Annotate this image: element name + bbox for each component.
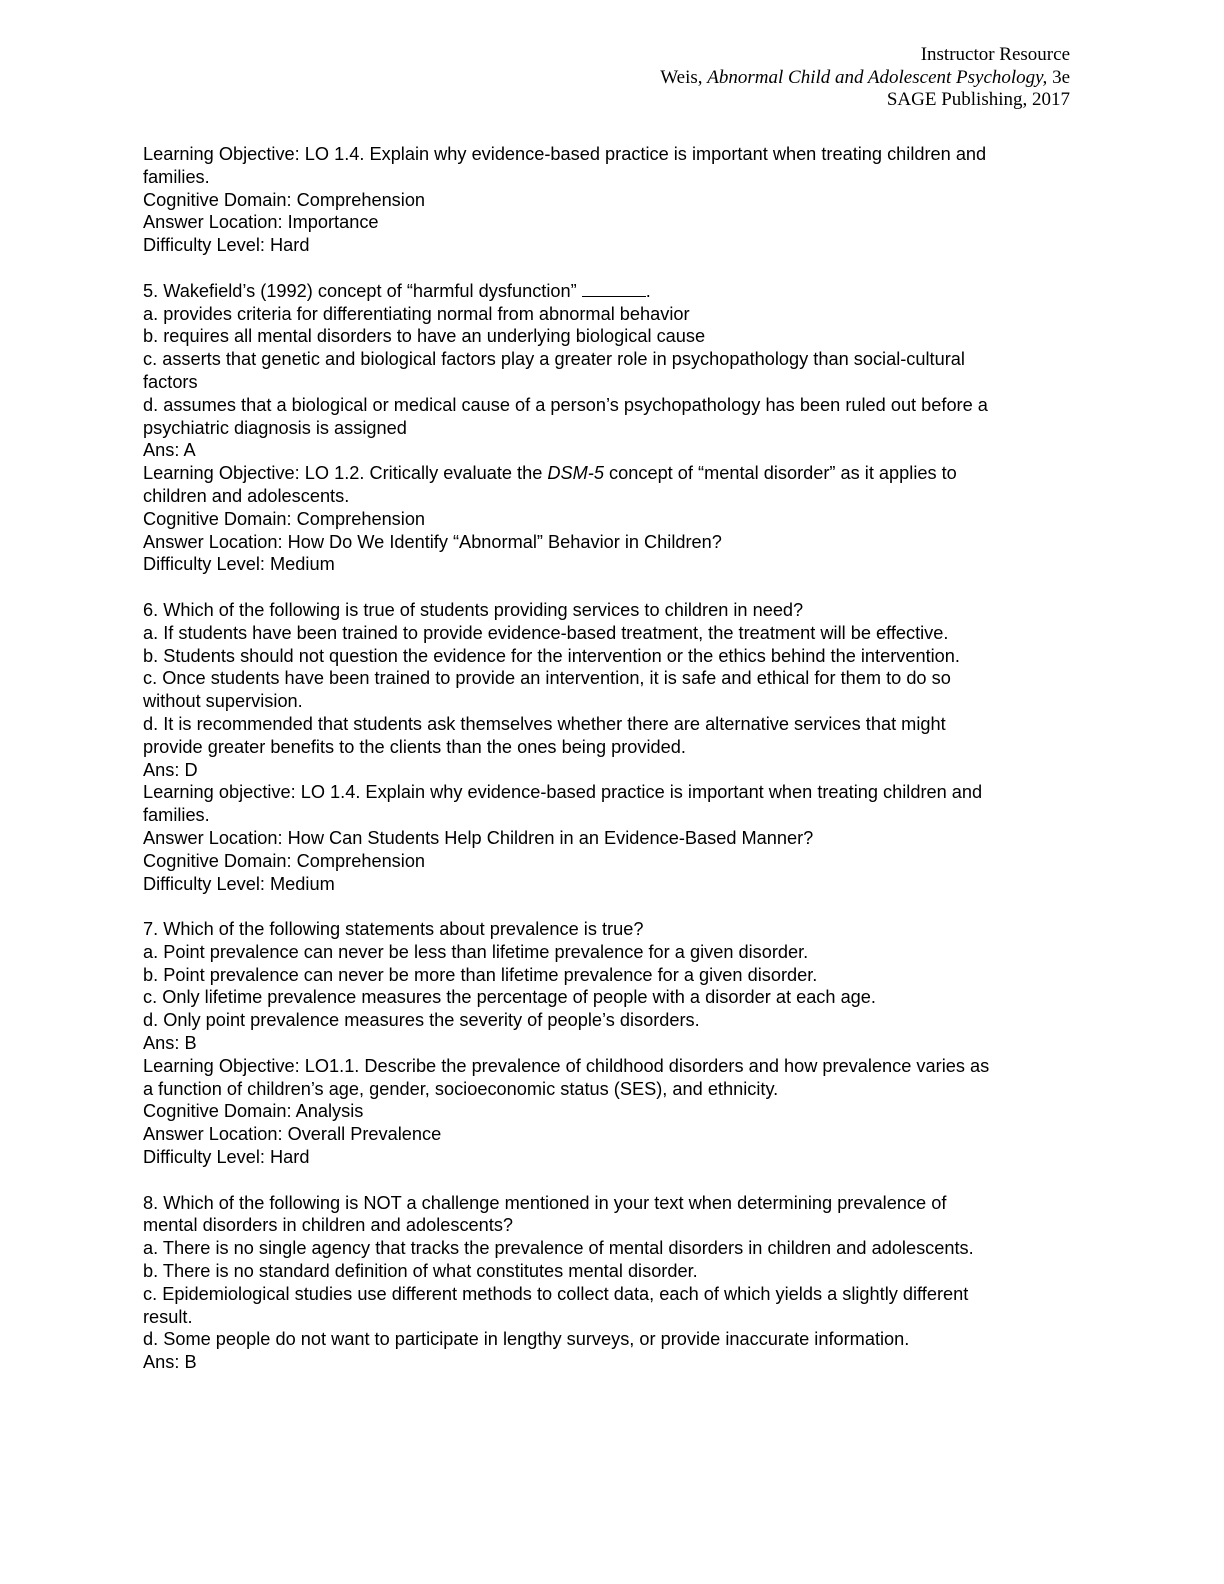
option-b: b. requires all mental disorders to have an underlying biological cause	[143, 326, 706, 347]
answer-location: Answer Location: How Can Students Help Children in an Evidence-Based Manner?	[143, 827, 814, 848]
question-stem-cont: mental disorders in children and adolescents?	[143, 1215, 514, 1236]
header-book-line: Weis, Abnormal Child and Adolescent Psychology, 3e	[660, 66, 1070, 88]
learning-objective-cont: children and adolescents.	[143, 485, 350, 506]
option-a: a. There is no single agency that tracks the prevalence of mental disorders in children and adolescents.	[143, 1238, 974, 1259]
answer-location: Answer Location: How Do We Identify “Abnormal” Behavior in Children?	[143, 531, 722, 552]
page-header	[660, 44, 1070, 112]
question-5	[143, 280, 1083, 576]
answer-key: Ans: D	[143, 759, 198, 780]
option-a: a. Point prevalence can never be less than lifetime prevalence for a given disorder.	[143, 941, 809, 962]
option-c-cont: factors	[143, 371, 198, 392]
option-b: b. Point prevalence can never be more than lifetime prevalence for a given disorder.	[143, 964, 818, 985]
cognitive-domain: Cognitive Domain: Comprehension	[143, 189, 426, 210]
option-d-cont: psychiatric diagnosis is assigned	[143, 417, 407, 438]
learning-objective-cont: families.	[143, 166, 210, 187]
answer-key: Ans: A	[143, 440, 196, 461]
option-a: a. provides criteria for differentiating normal from abnormal behavior	[143, 303, 690, 324]
header-publisher: SAGE Publishing, 2017	[886, 89, 1070, 110]
option-d: d. assumes that a biological or medical cause of a person’s psychopathology has been ruled out before a	[143, 394, 988, 415]
header-resource-label: Instructor Resource	[920, 44, 1070, 65]
dsm-title: DSM-5	[547, 463, 604, 484]
learning-objective: Learning Objective: LO 1.4. Explain why evidence-based practice is important when treating children and	[143, 144, 987, 164]
book-title: Abnormal Child and Adolescent Psychology,	[707, 66, 1048, 88]
option-c-cont: result.	[143, 1306, 193, 1327]
question-stem: 6. Which of the following is true of students providing services to children in need?	[143, 599, 804, 620]
option-c: c. Epidemiological studies use different methods to collect data, each of which yields a slightly different	[143, 1283, 969, 1304]
question-stem: 7. Which of the following statements about prevalence is true?	[143, 919, 644, 940]
option-b: b. Students should not question the evidence for the intervention or the ethics behind the intervention.	[143, 645, 960, 666]
option-c-cont: without supervision.	[143, 691, 303, 712]
answer-location: Answer Location: Overall Prevalence	[143, 1124, 442, 1145]
question-stem: 8. Which of the following is NOT a challenge mentioned in your text when determining prevalence of	[143, 1192, 947, 1213]
answer-location: Answer Location: Importance	[143, 212, 379, 233]
question-8	[143, 1192, 1083, 1374]
question-6	[143, 599, 1083, 895]
option-d: d. Only point prevalence measures the severity of people’s disorders.	[143, 1010, 700, 1031]
difficulty-level: Difficulty Level: Medium	[143, 873, 335, 894]
cognitive-domain: Cognitive Domain: Comprehension	[143, 850, 426, 871]
option-d: d. Some people do not want to participate in lengthy surveys, or provide inaccurate information.	[143, 1329, 910, 1350]
question-stem: 5. Wakefield’s (1992) concept of “harmful dysfunction” .	[143, 280, 651, 301]
option-c: c. asserts that genetic and biological factors play a greater role in psychopathology than social-cultural	[143, 349, 965, 370]
option-d-cont: provide greater benefits to the clients than the ones being provided.	[143, 736, 686, 757]
top-question-metadata	[143, 143, 1083, 257]
answer-key: Ans: B	[143, 1033, 197, 1054]
cognitive-domain: Cognitive Domain: Analysis	[143, 1101, 364, 1122]
option-d: d. It is recommended that students ask themselves whether there are alternative services that might	[143, 713, 946, 734]
option-b: b. There is no standard definition of what constitutes mental disorder.	[143, 1261, 698, 1282]
difficulty-level: Difficulty Level: Hard	[143, 1147, 310, 1168]
option-c: c. Only lifetime prevalence measures the percentage of people with a disorder at each age.	[143, 987, 876, 1008]
learning-objective: Learning objective: LO 1.4. Explain why evidence-based practice is important when treating children and	[143, 782, 983, 803]
cognitive-domain: Cognitive Domain: Comprehension	[143, 508, 426, 529]
learning-objective-cont: a function of children’s age, gender, socioeconomic status (SES), and ethnicity.	[143, 1078, 779, 1099]
difficulty-level: Difficulty Level: Hard	[143, 235, 310, 256]
question-7	[143, 918, 1083, 1169]
option-c: c. Once students have been trained to provide an intervention, it is safe and ethical for them to do so	[143, 668, 951, 689]
option-a: a. If students have been trained to provide evidence-based treatment, the treatment will be effective.	[143, 622, 949, 643]
answer-key: Ans: B	[143, 1352, 197, 1373]
learning-objective-cont: families.	[143, 805, 210, 826]
answer-blank	[582, 280, 646, 297]
learning-objective: Learning Objective: LO 1.2. Critically evaluate the DSM-5 concept of “mental disorder” as it applies to	[143, 463, 957, 484]
question-bank-content	[143, 143, 1083, 1374]
difficulty-level: Difficulty Level: Medium	[143, 554, 335, 575]
learning-objective: Learning Objective: LO1.1. Describe the prevalence of childhood disorders and how prevalence varies as	[143, 1055, 990, 1076]
